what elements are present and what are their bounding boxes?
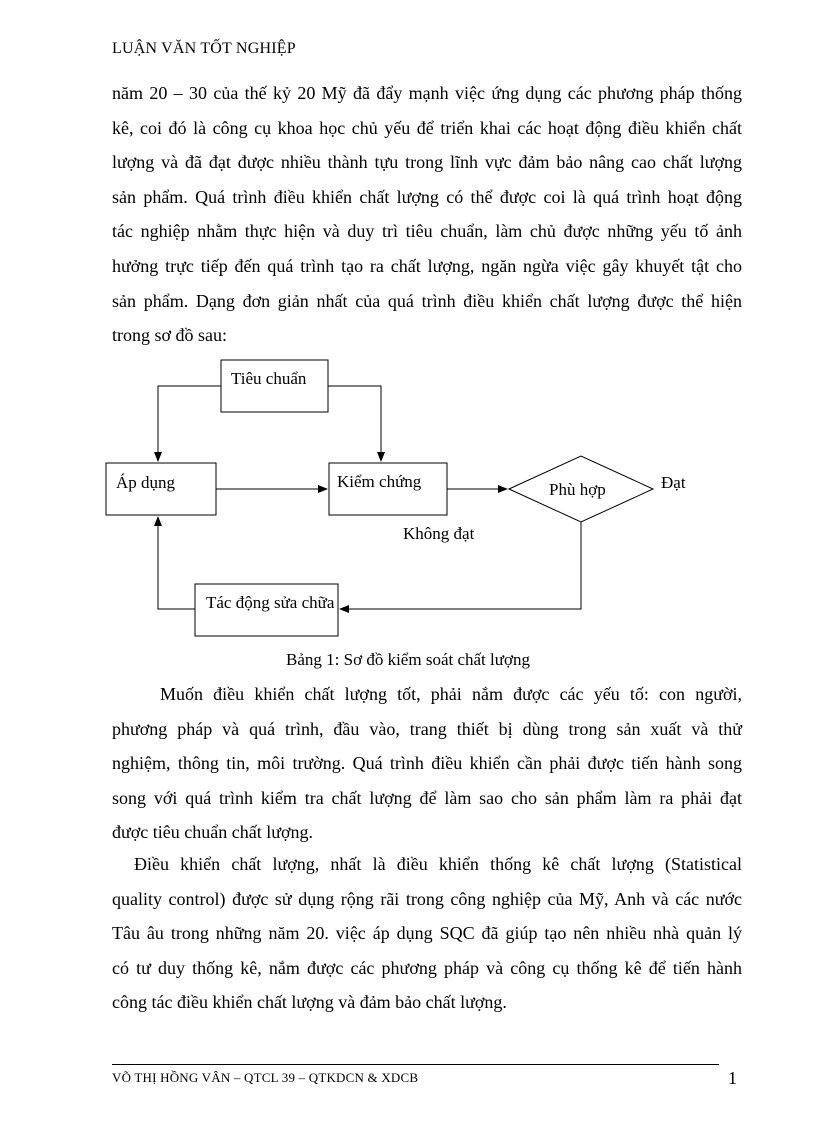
text-line: công tác điều khiển chất lượng và đảm bảo chất lượng. [112, 992, 507, 1013]
standard-label: Tiêu chuẩn [231, 369, 307, 388]
standard-to-apply-arrow [158, 386, 221, 461]
text-line: Tâu âu trong những năm 20. việc áp dụng SQC đã giúp tạo nên nhiều nhà quản lý [112, 923, 742, 944]
paragraph-sqc [112, 847, 742, 1020]
text-line: song với quá trình kiểm tra chất lượng để làm sao cho sản phẩm làm ra phải đạt [112, 787, 742, 808]
pass-label: Đạt [661, 473, 686, 492]
fail-label: Không đạt [403, 524, 475, 543]
corrective-to-apply-arrow [158, 517, 195, 609]
text-line: Điều khiển chất lượng, nhất là điều khiển thống kê chất lượng (Statistical [134, 854, 742, 874]
running-header: LUẬN VĂN TỐT NGHIỆP [112, 40, 296, 57]
text-line: năm 20 – 30 của thế kỷ 20 Mỹ đã đẩy mạnh việc ứng dụng các phương pháp thống [112, 83, 742, 103]
verify-label: Kiểm chứng [337, 472, 422, 491]
figure-caption: Bảng 1: Sơ đồ kiểm soát chất lượng [286, 650, 530, 669]
text-line: sản phẩm. Quá trình điều khiển chất lượng có thể được coi là quá trình hoạt động [112, 186, 742, 207]
paragraph-factors [112, 677, 742, 850]
text-line: hưởng trực tiếp đến quá trình tạo ra chất lượng, ngăn ngừa việc gây khuyết tật cho [112, 255, 742, 276]
text-line: phương pháp và quá trình, đầu vào, trang thiết bị dùng trong sản xuất và thử [112, 718, 742, 739]
conform-label: Phù hợp [549, 480, 606, 499]
text-line: sản phẩm. Dạng đơn giản nhất của quá trình điều khiển chất lượng được thể hiện [112, 290, 742, 311]
footer-divider [112, 1064, 719, 1065]
page-number: 1 [728, 1068, 737, 1088]
text-line: được tiêu chuẩn chất lượng. [112, 822, 313, 843]
text-line: quality control) được sử dụng rộng rãi trong công nghiệp của Mỹ, Anh và các nước [112, 888, 742, 909]
text-line: Muốn điều khiển chất lượng tốt, phải nắm được các yếu tố: con người, [160, 684, 742, 704]
text-line: có tư duy thống kê, nắm được các phương pháp và công cụ thống kê để tiến hành [112, 957, 742, 978]
text-line: lượng và đã đạt được nhiều thành tựu trong lĩnh vực đảm bảo nâng cao chất lượng [112, 152, 742, 173]
text-line: tác nghiệp nhằm thực hiện và duy trì tiêu chuẩn, làm chủ được những yếu tố ảnh [112, 221, 742, 242]
text-line: nghiệm, thông tin, môi trường. Quá trình điều khiển cần phải được tiến hành song [112, 753, 742, 774]
text-line: trong sơ đồ sau: [112, 325, 228, 346]
text-line: kê, coi đó là công cụ khoa học chủ yếu để triển khai các hoạt động điều khiển chất [112, 117, 742, 138]
footer-author: VÕ THỊ HỒNG VÂN – QTCL 39 – QTKDCN & XDCB [112, 1070, 419, 1085]
corrective-label: Tác động sửa chữa [206, 593, 335, 612]
apply-label: Áp dụng [116, 473, 176, 492]
standard-to-verify-arrow [328, 386, 381, 461]
